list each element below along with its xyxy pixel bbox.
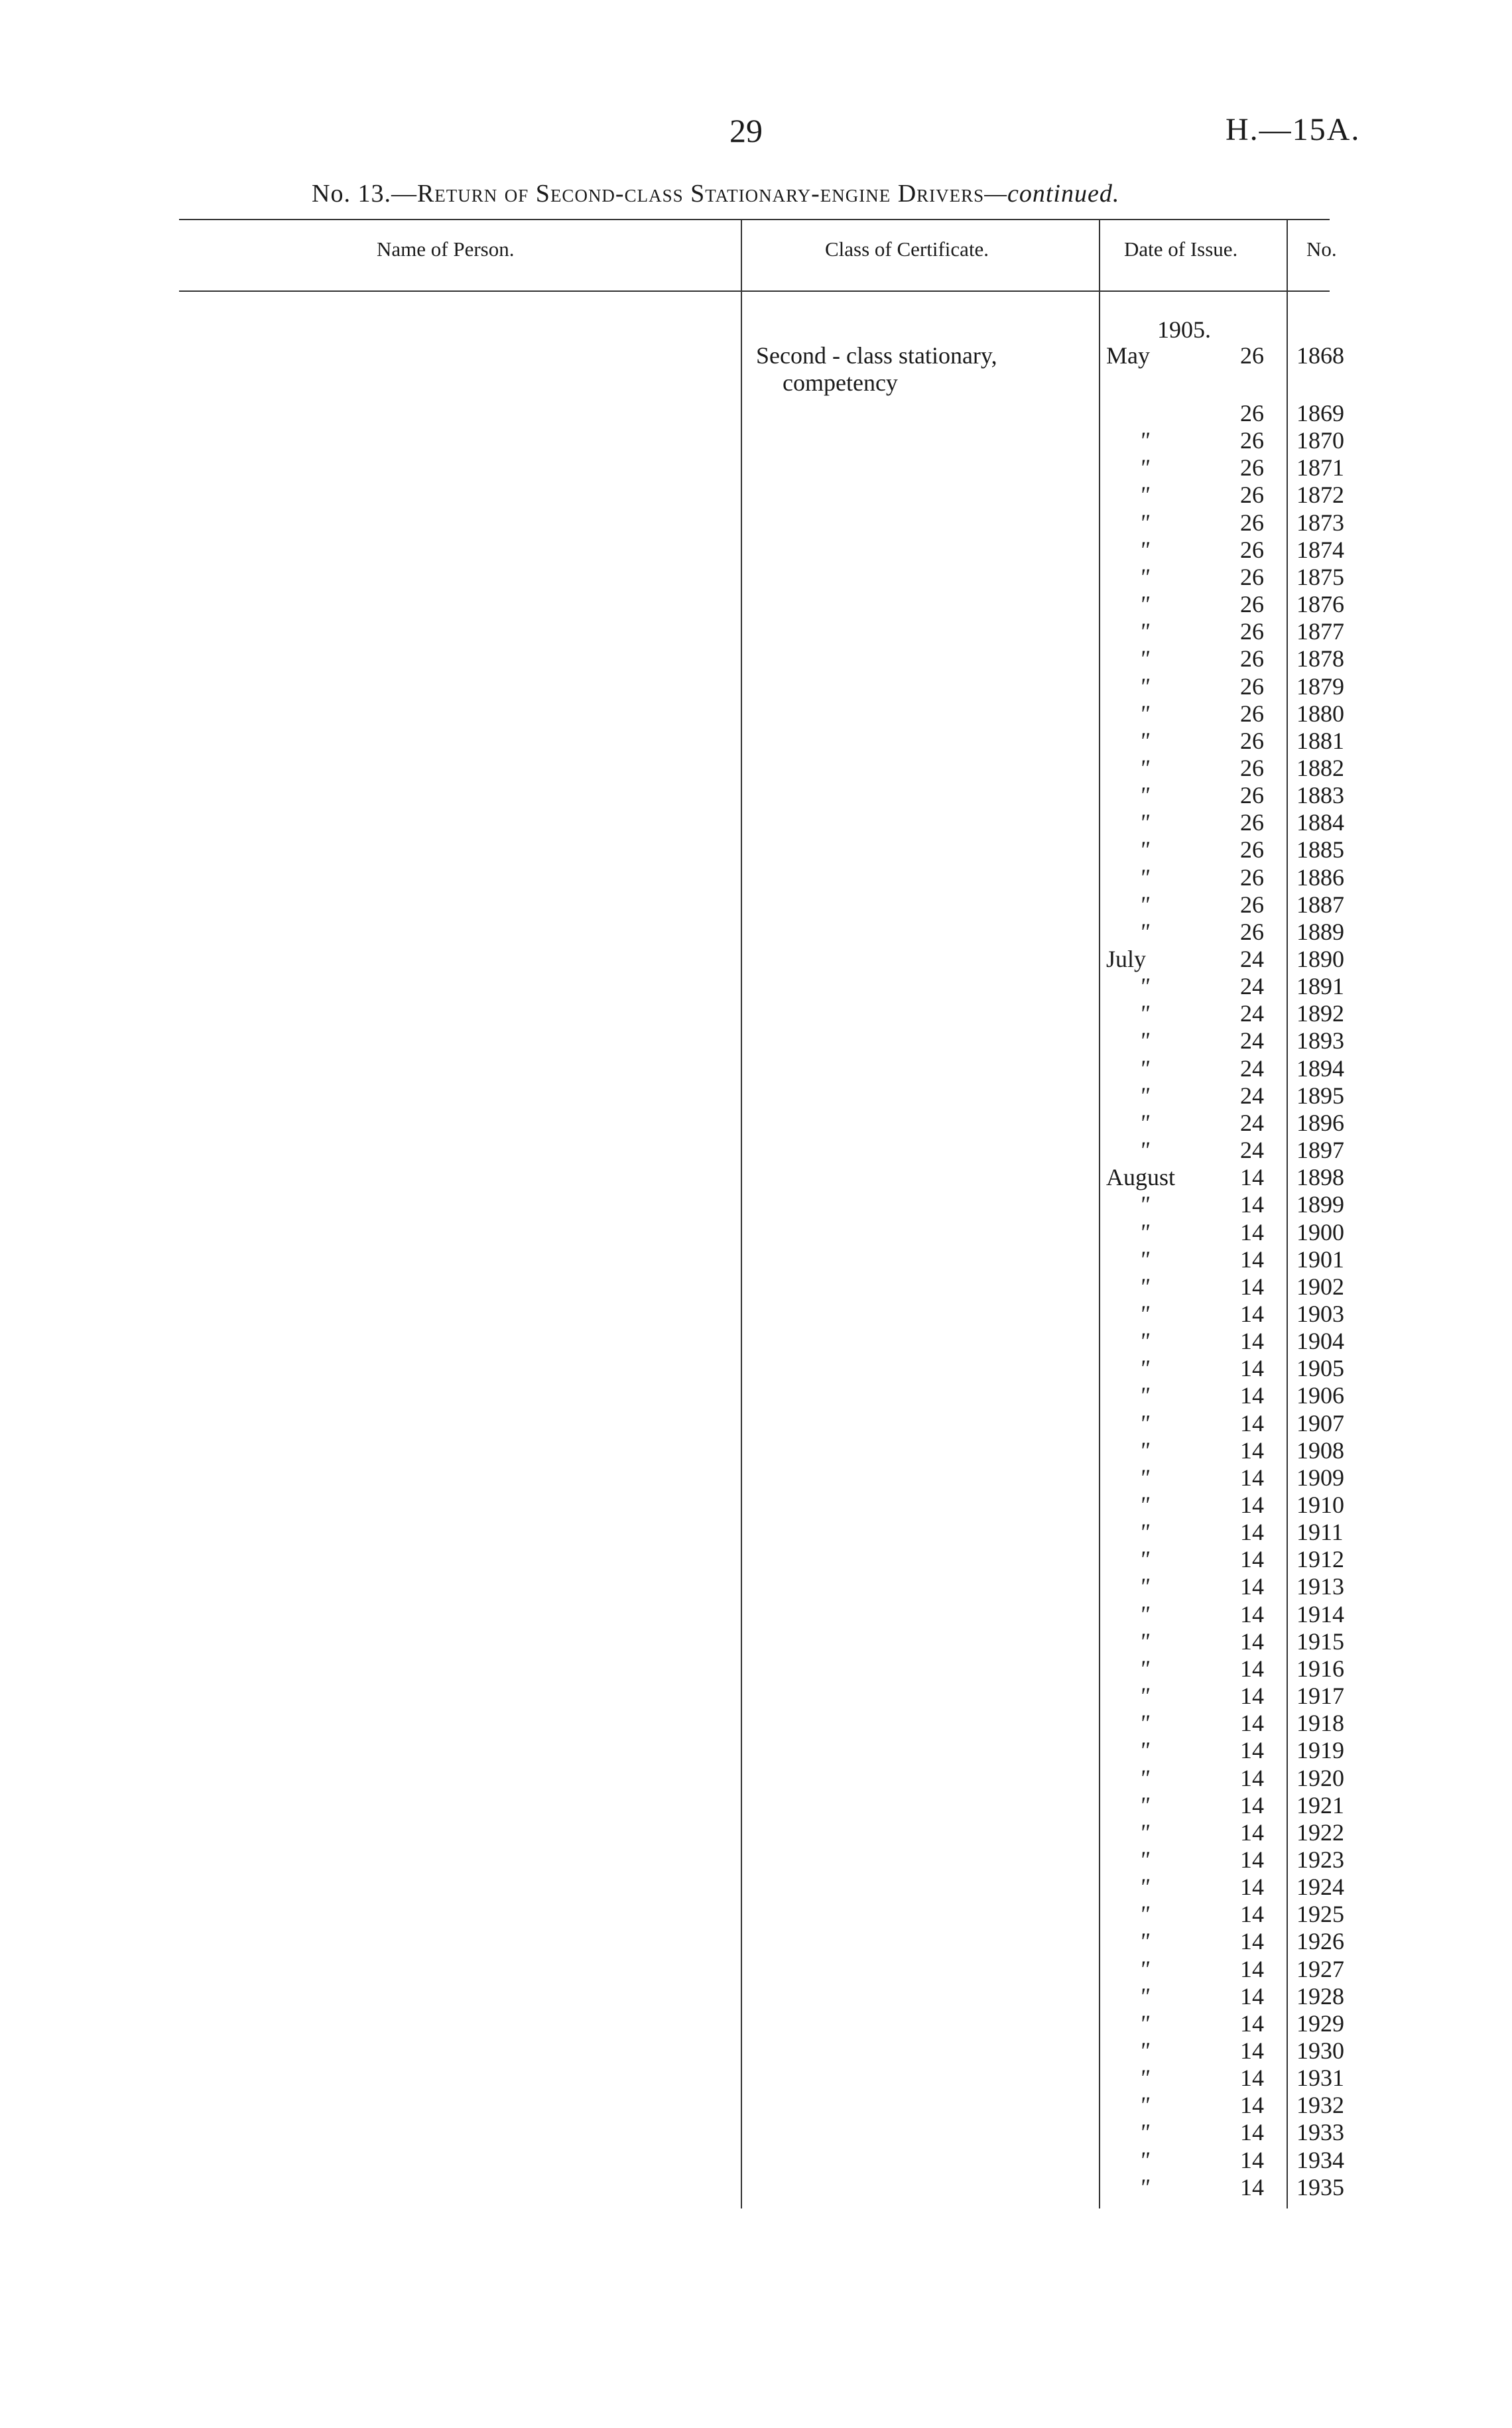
- issue-day: 14: [1240, 1191, 1264, 1218]
- table-row: [0, 1082, 1512, 1109]
- issue-day: 14: [1240, 1683, 1264, 1709]
- issue-day: 14: [1240, 1710, 1264, 1736]
- issue-day: 14: [1240, 2147, 1264, 2173]
- issue-month: ": [1139, 2174, 1150, 2201]
- issue-day: 14: [1240, 2119, 1264, 2145]
- issue-day: 26: [1240, 891, 1264, 918]
- issue-day: 14: [1240, 2037, 1264, 2064]
- table-row: [0, 1791, 1512, 1819]
- table-row: [0, 891, 1512, 918]
- issue-day: 24: [1240, 1000, 1264, 1027]
- table-row: [0, 1819, 1512, 1846]
- issue-month: ": [1139, 1601, 1150, 1628]
- issue-month: ": [1139, 1055, 1150, 1082]
- issue-day: 26: [1240, 836, 1264, 863]
- issue-day: 14: [1240, 1164, 1264, 1190]
- issue-month: ": [1139, 1846, 1150, 1873]
- certificate-number: 1885: [1296, 836, 1344, 863]
- certificate-number: 1896: [1296, 1110, 1344, 1136]
- issue-month: ": [1139, 1382, 1150, 1409]
- certificate-number: 1935: [1296, 2174, 1344, 2201]
- table-row: [0, 1381, 1512, 1409]
- table-row: [0, 1572, 1512, 1600]
- table-row: [0, 342, 1512, 369]
- header-no: No.: [1306, 237, 1337, 261]
- issue-day: 14: [1240, 1301, 1264, 1327]
- table-row: [0, 2118, 1512, 2145]
- issue-day: 14: [1240, 1874, 1264, 1900]
- issue-day: 26: [1240, 454, 1264, 481]
- issue-day: 26: [1240, 700, 1264, 727]
- table-row: [0, 617, 1512, 645]
- issue-day: 14: [1240, 2174, 1264, 2201]
- table-row: [0, 1437, 1512, 1464]
- header-date: Date of Issue.: [1124, 237, 1238, 261]
- issue-month: ": [1139, 1355, 1150, 1381]
- table-row: [0, 2064, 1512, 2091]
- table-row: [0, 1136, 1512, 1163]
- certificate-number: 1919: [1296, 1737, 1344, 1763]
- certificate-number: 1873: [1296, 509, 1344, 536]
- certificate-number: 1897: [1296, 1137, 1344, 1163]
- table-row: [0, 1300, 1512, 1327]
- issue-day: 14: [1240, 1628, 1264, 1655]
- table-row: [0, 1736, 1512, 1763]
- table-row: [0, 399, 1512, 426]
- table-row: [0, 808, 1512, 836]
- table-row: [0, 836, 1512, 863]
- certificate-number: 1934: [1296, 2147, 1344, 2173]
- table-row: [0, 2091, 1512, 2118]
- certificate-number: 1907: [1296, 1410, 1344, 1437]
- issue-day: 14: [1240, 2092, 1264, 2118]
- issue-day: 26: [1240, 509, 1264, 536]
- issue-day: 14: [1240, 1464, 1264, 1491]
- certificate-number: 1868: [1296, 342, 1344, 369]
- table-row: [0, 918, 1512, 945]
- table-row: [0, 1600, 1512, 1628]
- table-row: [0, 1464, 1512, 1491]
- table-row: [0, 781, 1512, 808]
- issue-month: ": [1139, 1219, 1150, 1246]
- issue-day: 14: [1240, 1273, 1264, 1300]
- issue-month: ": [1139, 973, 1150, 999]
- table-row: [0, 645, 1512, 672]
- issue-day: 14: [1240, 1928, 1264, 1954]
- table-row: [0, 1709, 1512, 1736]
- issue-month: ": [1139, 1628, 1150, 1655]
- issue-month: ": [1139, 509, 1150, 536]
- issue-month: ": [1139, 1492, 1150, 1518]
- issue-month: ": [1139, 1410, 1150, 1437]
- certificate-number: 1872: [1296, 481, 1344, 508]
- issue-day: 26: [1240, 809, 1264, 836]
- page-number: 29: [729, 112, 763, 149]
- certificate-number: 1869: [1296, 400, 1344, 426]
- issue-month: ": [1139, 1137, 1150, 1163]
- certificate-number: 1911: [1296, 1519, 1344, 1545]
- issue-day: 14: [1240, 1601, 1264, 1628]
- certificate-number: 1927: [1296, 1956, 1344, 1982]
- issue-month: ": [1139, 1737, 1150, 1763]
- issue-day: 26: [1240, 564, 1264, 590]
- table-row: [0, 1628, 1512, 1655]
- certificate-number: 1933: [1296, 2119, 1344, 2145]
- issue-month: ": [1139, 1191, 1150, 1218]
- certificate-number: 1880: [1296, 700, 1344, 727]
- issue-month: ": [1139, 1546, 1150, 1572]
- table-row: [0, 754, 1512, 781]
- certificate-number: 1882: [1296, 755, 1344, 781]
- certificate-number: 1883: [1296, 782, 1344, 808]
- issue-month: ": [1139, 1901, 1150, 1927]
- table-row: [0, 1900, 1512, 1927]
- certificate-number: 1894: [1296, 1055, 1344, 1082]
- issue-month: ": [1139, 1573, 1150, 1600]
- certificate-number: 1891: [1296, 973, 1344, 999]
- certificate-number: 1886: [1296, 864, 1344, 891]
- issue-day: 14: [1240, 1382, 1264, 1409]
- issue-day: 14: [1240, 1655, 1264, 1682]
- certificate-number: 1931: [1296, 2065, 1344, 2091]
- certificate-number: 1925: [1296, 1901, 1344, 1927]
- issue-day: 26: [1240, 591, 1264, 617]
- certificate-number: 1923: [1296, 1846, 1344, 1873]
- issue-month: ": [1139, 755, 1150, 781]
- certificate-number: 1900: [1296, 1219, 1344, 1246]
- issue-month: ": [1139, 2147, 1150, 2173]
- certificate-number: 1887: [1296, 891, 1344, 918]
- issue-month: ": [1139, 645, 1150, 672]
- certificate-number: 1928: [1296, 1983, 1344, 2010]
- table-row: [0, 1327, 1512, 1354]
- table-row: [0, 1655, 1512, 1682]
- table-row: [0, 509, 1512, 536]
- issue-day: 14: [1240, 1956, 1264, 1982]
- issue-month: ": [1139, 1874, 1150, 1900]
- issue-day: 14: [1240, 1410, 1264, 1437]
- issue-day: 14: [1240, 2065, 1264, 2091]
- issue-month: ": [1139, 700, 1150, 727]
- certificate-number: 1890: [1296, 946, 1344, 972]
- issue-month: ": [1139, 1301, 1150, 1327]
- certificate-number: 1878: [1296, 645, 1344, 672]
- certificate-number: 1916: [1296, 1655, 1344, 1682]
- certificate-number: 1893: [1296, 1027, 1344, 1054]
- table-row: [0, 536, 1512, 563]
- table-row: [0, 1927, 1512, 1954]
- issue-month: May: [1106, 342, 1150, 369]
- certificate-number: 1905: [1296, 1355, 1344, 1381]
- issue-month: ": [1139, 481, 1150, 508]
- certificate-number: 1876: [1296, 591, 1344, 617]
- issue-day: 26: [1240, 728, 1264, 754]
- certificate-number: 1921: [1296, 1792, 1344, 1819]
- certificate-number: 1904: [1296, 1328, 1344, 1354]
- table-row: [0, 1873, 1512, 1900]
- table-row: [0, 1764, 1512, 1791]
- table-row: [0, 1518, 1512, 1545]
- issue-day: 14: [1240, 1519, 1264, 1545]
- table-row: [0, 945, 1512, 972]
- issue-day: 14: [1240, 1219, 1264, 1246]
- table-row: [0, 1545, 1512, 1572]
- issue-day: 26: [1240, 400, 1264, 426]
- certificate-number: 1926: [1296, 1928, 1344, 1954]
- issue-month: ": [1139, 1110, 1150, 1136]
- certificate-number: 1929: [1296, 2010, 1344, 2037]
- table-row: [0, 1846, 1512, 1873]
- table-row: [0, 1109, 1512, 1136]
- issue-month: ": [1139, 2065, 1150, 2091]
- certificate-number: 1915: [1296, 1628, 1344, 1655]
- issue-month: ": [1139, 782, 1150, 808]
- table-row: [0, 2037, 1512, 2064]
- certificate-number: 1913: [1296, 1573, 1344, 1600]
- certificate-number: 1889: [1296, 919, 1344, 945]
- issue-month: ": [1139, 537, 1150, 563]
- issue-day: 26: [1240, 782, 1264, 808]
- issue-day: 14: [1240, 2010, 1264, 2037]
- issue-month: ": [1139, 864, 1150, 891]
- certificate-number: 1917: [1296, 1683, 1344, 1709]
- issue-day: 26: [1240, 427, 1264, 454]
- table-row: [0, 454, 1512, 481]
- issue-day: 14: [1240, 1819, 1264, 1846]
- certificate-number: 1902: [1296, 1273, 1344, 1300]
- issue-day: 26: [1240, 755, 1264, 781]
- table-row: [0, 563, 1512, 590]
- issue-month: ": [1139, 1273, 1150, 1300]
- issue-month: ": [1139, 1328, 1150, 1354]
- issue-month: ": [1139, 1246, 1150, 1273]
- certificate-number: 1892: [1296, 1000, 1344, 1027]
- header-bottom-rule: [179, 290, 1330, 292]
- issue-day: 24: [1240, 946, 1264, 972]
- certificate-number: 1895: [1296, 1082, 1344, 1109]
- header-top-rule: [179, 219, 1330, 220]
- issue-day: 14: [1240, 1983, 1264, 2010]
- certificate-number: 1930: [1296, 2037, 1344, 2064]
- issue-month: ": [1139, 2119, 1150, 2145]
- certificate-number: 1903: [1296, 1301, 1344, 1327]
- issue-day: 24: [1240, 1110, 1264, 1136]
- issue-day: 26: [1240, 537, 1264, 563]
- issue-day: 14: [1240, 1573, 1264, 1600]
- issue-day: 26: [1240, 645, 1264, 672]
- table-row: [0, 1054, 1512, 1082]
- issue-month: ": [1139, 836, 1150, 863]
- issue-day: 14: [1240, 1328, 1264, 1354]
- issue-day: 24: [1240, 1027, 1264, 1054]
- table-row: [0, 972, 1512, 999]
- issue-month: ": [1139, 1027, 1150, 1054]
- certificate-number: 1910: [1296, 1492, 1344, 1518]
- certificate-number: 1912: [1296, 1546, 1344, 1572]
- table-row: [0, 1491, 1512, 1518]
- table-row: [0, 1246, 1512, 1273]
- issue-month: July: [1106, 946, 1147, 972]
- issue-month: ": [1139, 1956, 1150, 1982]
- issue-day: 24: [1240, 1137, 1264, 1163]
- year-label: 1905.: [1157, 316, 1211, 343]
- issue-month: ": [1139, 728, 1150, 754]
- issue-day: 14: [1240, 1737, 1264, 1763]
- issue-month: ": [1139, 891, 1150, 918]
- certificate-number: 1870: [1296, 427, 1344, 454]
- table-row: [0, 1982, 1512, 2010]
- certificate-number: 1914: [1296, 1601, 1344, 1628]
- issue-day: 14: [1240, 1437, 1264, 1464]
- certificate-number: 1898: [1296, 1164, 1344, 1190]
- header-class: Class of Certificate.: [825, 237, 989, 261]
- issue-month: ": [1139, 673, 1150, 700]
- certificate-number: 1877: [1296, 618, 1344, 645]
- issue-day: 26: [1240, 481, 1264, 508]
- issue-month: ": [1139, 427, 1150, 454]
- issue-month: ": [1139, 1082, 1150, 1109]
- certificate-number: 1924: [1296, 1874, 1344, 1900]
- table-row: [0, 2010, 1512, 2037]
- certificate-number: 1909: [1296, 1464, 1344, 1491]
- issue-day: 26: [1240, 618, 1264, 645]
- issue-month: ": [1139, 1710, 1150, 1736]
- certificate-number: 1906: [1296, 1382, 1344, 1409]
- issue-month: August: [1106, 1164, 1176, 1190]
- issue-month: ": [1139, 2037, 1150, 2064]
- table-title-prefix: No. 13.—: [312, 180, 417, 208]
- issue-month: ": [1139, 919, 1150, 945]
- issue-month: ": [1139, 1464, 1150, 1491]
- issue-month: ": [1139, 1792, 1150, 1819]
- table-row: [0, 1273, 1512, 1300]
- table-row: [0, 672, 1512, 700]
- certificate-number: 1871: [1296, 454, 1344, 481]
- table-row: [0, 2173, 1512, 2201]
- issue-day: 26: [1240, 342, 1264, 369]
- table-row: [0, 2146, 1512, 2173]
- certificate-number: 1908: [1296, 1437, 1344, 1464]
- certificate-number: 1874: [1296, 537, 1344, 563]
- issue-day: 26: [1240, 864, 1264, 891]
- issue-month: ": [1139, 591, 1150, 617]
- certificate-number: 1879: [1296, 673, 1344, 700]
- table-row: [0, 1682, 1512, 1709]
- issue-day: 14: [1240, 1492, 1264, 1518]
- issue-month: ": [1139, 2092, 1150, 2118]
- table-row: [0, 700, 1512, 727]
- issue-day: 14: [1240, 1246, 1264, 1273]
- table-row: [0, 1218, 1512, 1246]
- issue-day: 14: [1240, 1546, 1264, 1572]
- page-reference: H.—15A.: [1226, 112, 1361, 147]
- certificate-number: 1875: [1296, 564, 1344, 590]
- issue-month: ": [1139, 1000, 1150, 1027]
- issue-day: 26: [1240, 919, 1264, 945]
- issue-month: ": [1139, 2010, 1150, 2037]
- issue-month: ": [1139, 1655, 1150, 1682]
- issue-day: 26: [1240, 673, 1264, 700]
- issue-month: ": [1139, 1765, 1150, 1791]
- header-name: Name of Person.: [377, 237, 515, 261]
- certificate-number: 1922: [1296, 1819, 1344, 1846]
- issue-month: ": [1139, 1819, 1150, 1846]
- issue-month: ": [1139, 1519, 1150, 1545]
- certificate-class-continuation: competency: [783, 369, 898, 396]
- table-row: [0, 727, 1512, 754]
- table-row: [0, 1190, 1512, 1218]
- issue-month: ": [1139, 1683, 1150, 1709]
- table-title-suffix: —continued.: [984, 180, 1120, 208]
- table-row: [0, 1409, 1512, 1437]
- certificate-number: 1899: [1296, 1191, 1344, 1218]
- issue-day: 24: [1240, 973, 1264, 999]
- table-row: [0, 1354, 1512, 1381]
- table-row: [0, 481, 1512, 508]
- issue-month: ": [1139, 1983, 1150, 2010]
- certificate-number: 1932: [1296, 2092, 1344, 2118]
- issue-month: ": [1139, 564, 1150, 590]
- table-row: [0, 999, 1512, 1027]
- issue-day: 14: [1240, 1901, 1264, 1927]
- issue-month: ": [1139, 618, 1150, 645]
- issue-day: 24: [1240, 1055, 1264, 1082]
- certificate-number: 1920: [1296, 1765, 1344, 1791]
- table-row: [0, 426, 1512, 454]
- table-row: [0, 1955, 1512, 1982]
- certificate-class: Second - class stationary,: [756, 342, 997, 369]
- issue-day: 14: [1240, 1846, 1264, 1873]
- certificate-number: 1884: [1296, 809, 1344, 836]
- issue-day: 14: [1240, 1355, 1264, 1381]
- certificate-number: 1881: [1296, 728, 1344, 754]
- table-row: [0, 863, 1512, 891]
- table-row: [0, 1163, 1512, 1190]
- issue-day: 14: [1240, 1792, 1264, 1819]
- issue-day: 24: [1240, 1082, 1264, 1109]
- issue-month: ": [1139, 1928, 1150, 1954]
- issue-month: ": [1139, 809, 1150, 836]
- issue-day: 14: [1240, 1765, 1264, 1791]
- table-title-main: Return of Second-class Stationary-engine Drivers: [416, 180, 985, 208]
- certificate-number: 1901: [1296, 1246, 1344, 1273]
- table-row: [0, 590, 1512, 617]
- table-title: [312, 179, 1119, 208]
- issue-month: ": [1139, 1437, 1150, 1464]
- certificate-number: 1918: [1296, 1710, 1344, 1736]
- issue-month: ": [1139, 454, 1150, 481]
- table-row: [0, 1027, 1512, 1054]
